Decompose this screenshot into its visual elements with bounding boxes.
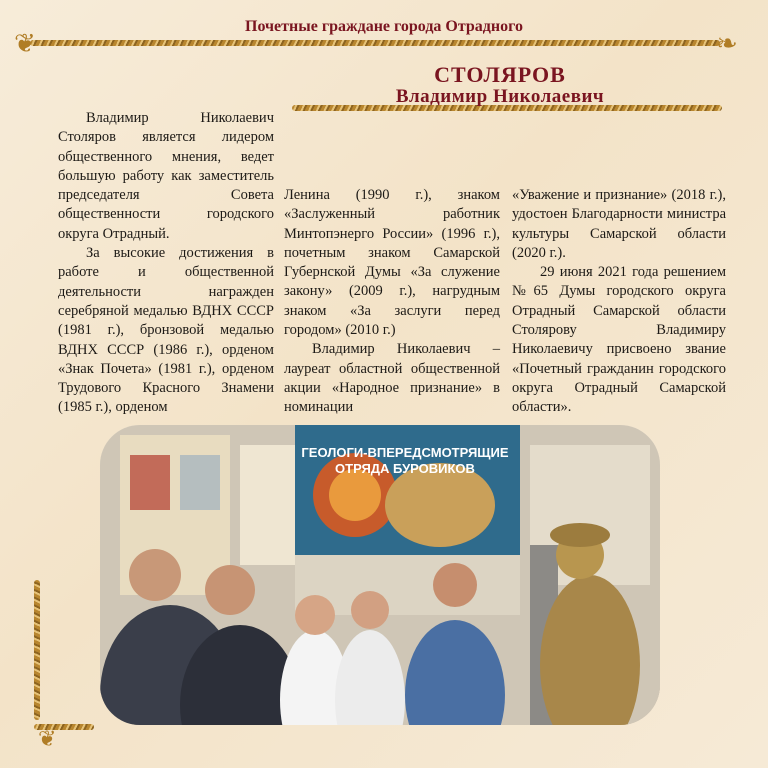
header-rope-divider <box>30 40 720 46</box>
paragraph: За высокие достижения в работе и общественной деятельности награжден серебряной медалью ВДНХ СССР (1981 г.), бронзовой медалью ВДНХ СССР (1986 г.), орденом «Знак Почета» (1981 г.), орденом Трудового Красного Знамени (1985 г.), орденом <box>58 245 274 416</box>
museum-group-photo <box>100 425 660 725</box>
paragraph: Ленина (1990 г.), знаком «Заслуженный работник Минтопэнерго России» (1996 г.), почетным знаком Самарской Губернской Думы «За служение закону» (2009 г.), нагрудным знаком «За заслуги перед городом» (2010 г.) <box>284 187 500 339</box>
left-rope-curl-ornament: ❦ <box>14 29 36 58</box>
person-name-block <box>300 62 700 108</box>
left-vertical-rope <box>34 580 40 720</box>
bottom-rope-curl-ornament: ❦ <box>38 726 57 751</box>
person-surname: СТОЛЯРОВ <box>434 62 566 87</box>
paragraph: «Уважение и признание» (2018 г.), удостоен Благодарности министра культуры Самарской области (2020 г.). <box>512 187 726 261</box>
right-rope-curl-ornament: ❧ <box>716 29 738 58</box>
paragraph: Владимир Николаевич – лауреат областной общественной акции «Народное признание» в номинации <box>284 341 500 416</box>
paragraph: 29 июня 2021 года решением №65 Думы городского округа Отрадный Самарской области Столярову Владимиру Николаевичу присвоено звание «Почетный гражданин городского округа Отрадный Самарской области». <box>512 264 726 416</box>
page-header-title: Почетные граждане города Отрадного <box>245 18 523 35</box>
paragraph: Владимир Николаевич Столяров является лидером общественного мнения, ведет большую работу как заместитель председателя Совета общественности городского округа Отрадный. <box>58 110 274 242</box>
photo-banner-line-2: ОТРЯДА БУРОВИКОВ <box>335 461 475 476</box>
text-column-2 <box>284 186 500 418</box>
text-column-1 <box>58 109 274 418</box>
photo-banner-line-1: ГЕОЛОГИ-ВПЕРЕДСМОТРЯЩИЕ <box>301 445 509 460</box>
text-column-3 <box>512 186 726 418</box>
person-given-name: Владимир Николаевич <box>395 86 605 107</box>
